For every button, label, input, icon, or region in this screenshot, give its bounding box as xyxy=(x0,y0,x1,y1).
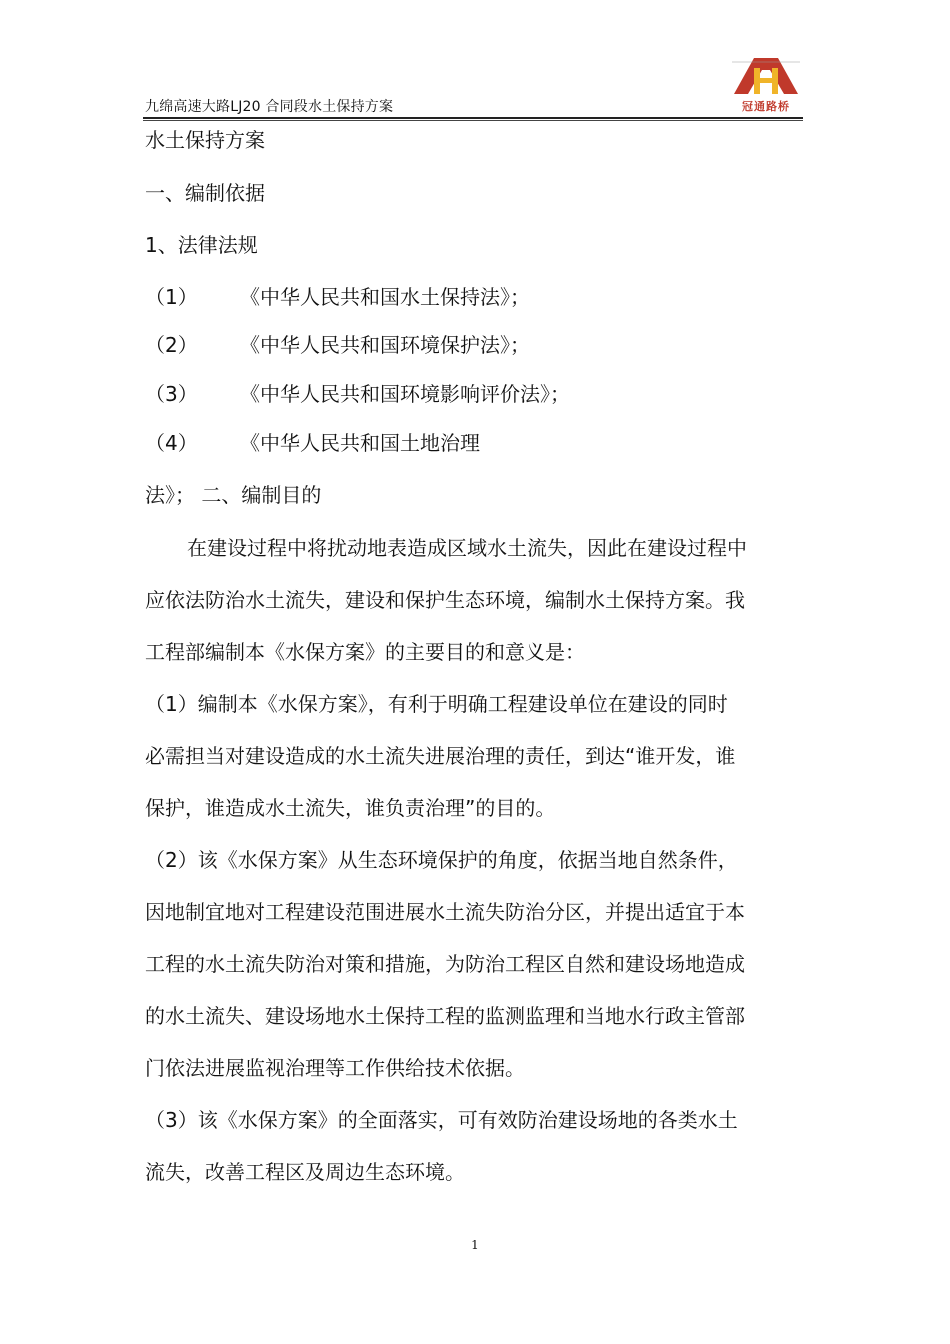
paragraph-line: 门依法进展监视治理等工作供给技术依据。 xyxy=(145,1056,525,1080)
paragraph-line: 工程部编制本《水保方案》的主要目的和意义是： xyxy=(145,640,585,664)
document-title: 水土保持方案 xyxy=(145,128,265,152)
paragraph-line: 在建设过程中将扰动地表造成区域水土流失，因此在建设过程中 xyxy=(187,536,747,560)
law-title: 《中华人民共和国水土保持法》； xyxy=(240,285,530,309)
paragraph-line: 工程的水土流失防治对策和措施，为防治工程区自然和建设场地造成 xyxy=(145,952,745,976)
logo-mark-icon xyxy=(730,54,802,98)
law-title: 《中华人民共和国土地治理 xyxy=(240,431,480,455)
paragraph-line: 保护，谁造成水土流失，谁负责治理”的目的。 xyxy=(145,796,556,820)
paragraph-line: 必需担当对建设造成的水土流失进展治理的责任，到达“谁开发，谁 xyxy=(145,744,736,768)
law-number: （2） xyxy=(145,333,198,357)
header-rule xyxy=(143,117,803,119)
company-logo xyxy=(730,54,802,114)
logo-text: 冠通路桥 xyxy=(742,100,790,113)
law-number: （3） xyxy=(145,382,198,406)
paragraph-line: （3）该《水保方案》的全面落实，可有效防治建设场地的各类水土 xyxy=(145,1108,738,1132)
paragraph-line: （1）编制本《水保方案》，有利于明确工程建设单位在建设的同时 xyxy=(145,692,728,716)
law-tail-and-section-heading-purpose: 法》； 二、编制目的 xyxy=(145,483,322,507)
running-header: 九绵高速大路LJ20 合同段水土保持方案 xyxy=(145,99,394,115)
law-number: （4） xyxy=(145,431,198,455)
paragraph-line: 因地制宜地对工程建设范围进展水土流失防治分区，并提出适宜于本 xyxy=(145,900,745,924)
law-number: （1） xyxy=(145,285,198,309)
paragraph-line: 的水土流失、建设场地水土保持工程的监测监理和当地水行政主管部 xyxy=(145,1004,745,1028)
page-number: 1 xyxy=(471,1238,479,1252)
paragraph-line: （2）该《水保方案》从生态环境保护的角度，依据当地自然条件， xyxy=(145,848,738,872)
paragraph-line: 流失，改善工程区及周边生态环境。 xyxy=(145,1160,465,1184)
header-rule-thin xyxy=(143,120,803,121)
law-title: 《中华人民共和国环境影响评价法》； xyxy=(240,382,570,406)
section-heading-basis: 一、编制依据 xyxy=(145,181,265,205)
subsection-heading-laws: 1、法律法规 xyxy=(145,233,258,257)
paragraph-line: 应依法防治水土流失，建设和保护生态环境，编制水土保持方案。我 xyxy=(145,588,745,612)
law-title: 《中华人民共和国环境保护法》； xyxy=(240,333,530,357)
